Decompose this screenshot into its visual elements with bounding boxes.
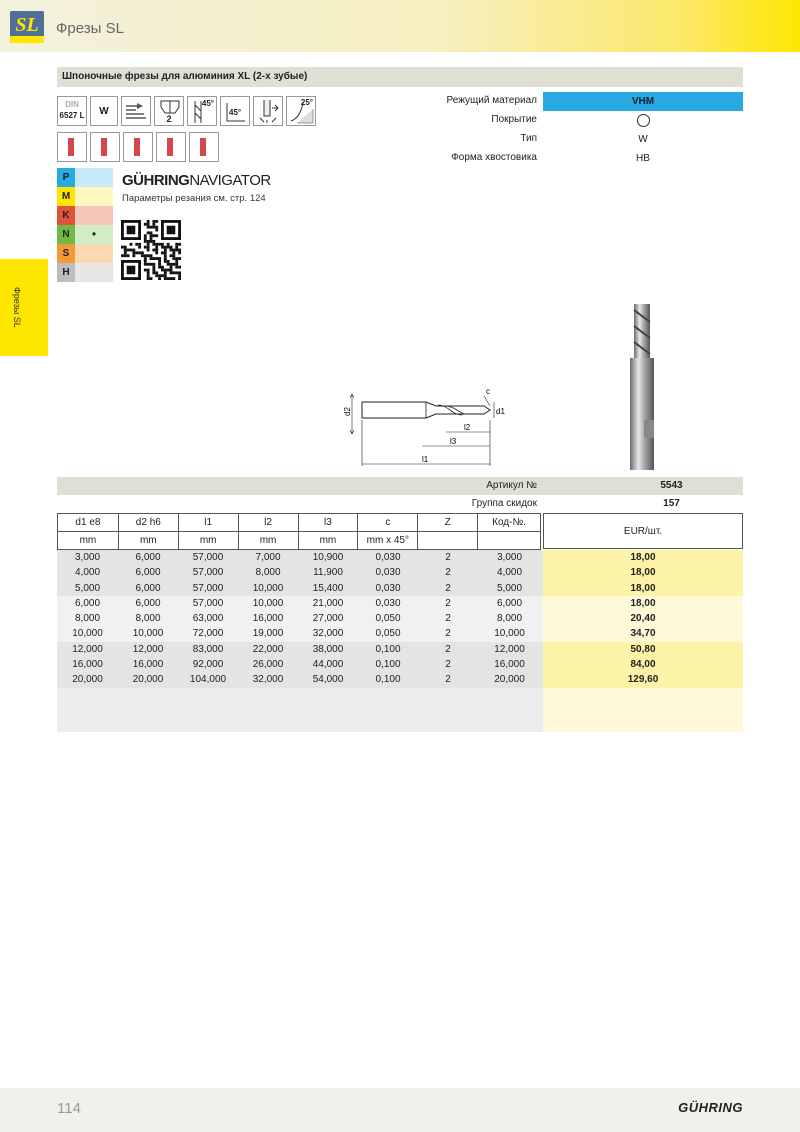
table-cell: 20,000 bbox=[72, 674, 103, 686]
ramping-icon bbox=[189, 132, 219, 162]
material-letter: M bbox=[57, 187, 75, 206]
material-letter: P bbox=[57, 168, 75, 187]
table-cell: 2 bbox=[445, 659, 451, 671]
table-cell: 2 bbox=[445, 582, 451, 594]
table-cell: 22,000 bbox=[252, 643, 284, 655]
type-value: W bbox=[638, 134, 648, 145]
svg-text:l3: l3 bbox=[450, 437, 457, 446]
table-cell: 10,900 bbox=[312, 552, 344, 563]
table-cell: 16,000 bbox=[252, 613, 284, 625]
table-cell: 38,000 bbox=[312, 643, 344, 655]
table-cell: 92,000 bbox=[192, 659, 224, 671]
discount-label: Группа скидок bbox=[471, 498, 537, 509]
price-cell: 18,00 bbox=[630, 552, 656, 563]
table-cell: 0,030 bbox=[375, 597, 401, 609]
material-letter: N bbox=[57, 225, 75, 244]
table-cell: 8,000 bbox=[496, 613, 523, 625]
cutting-material-value: VHM bbox=[543, 92, 743, 111]
table-cell: 57,000 bbox=[192, 597, 224, 609]
table-cell: 3,000 bbox=[496, 552, 523, 563]
table-cell: 12,000 bbox=[72, 643, 103, 655]
coolant-icon bbox=[253, 96, 283, 126]
table-cell: 4,000 bbox=[74, 567, 101, 579]
table-cell: 0,100 bbox=[375, 674, 401, 686]
svg-text:l1: l1 bbox=[422, 455, 429, 464]
table-cell: 5,000 bbox=[74, 582, 101, 594]
table-cell: 57,000 bbox=[192, 552, 224, 563]
coating-value bbox=[543, 111, 743, 130]
operation-icons-row2 bbox=[57, 132, 219, 164]
material-letter: S bbox=[57, 244, 75, 263]
table-cell: 16,000 bbox=[132, 659, 164, 671]
plunging-icon bbox=[123, 132, 153, 162]
table-cell: 10,000 bbox=[252, 582, 284, 594]
dimension-table-body bbox=[57, 550, 743, 732]
table-cell: 44,000 bbox=[312, 659, 344, 671]
table-cell: 6,000 bbox=[135, 582, 161, 594]
table-cell: 10,000 bbox=[252, 597, 284, 609]
section-title: Шпоночные фрезы для алюминия XL (2-х зубые) bbox=[62, 71, 308, 82]
discount-band bbox=[57, 495, 743, 513]
table-cell: 2 bbox=[445, 628, 451, 640]
table-row[interactable] bbox=[57, 672, 743, 687]
table-row[interactable] bbox=[57, 596, 743, 611]
table-cell: 0,030 bbox=[375, 582, 401, 594]
table-cell: 2 bbox=[445, 552, 451, 563]
table-cell: 21,000 bbox=[312, 597, 344, 609]
table-cell: 2 bbox=[445, 597, 451, 609]
navigator-text: Параметры резания см. стр. 124 bbox=[122, 193, 266, 204]
guhring-logo: GÜHRING bbox=[678, 1100, 743, 1115]
svg-text:d1: d1 bbox=[496, 407, 505, 416]
material-suitability bbox=[75, 187, 113, 206]
feature-icons-row1 bbox=[57, 96, 316, 128]
tool-drawing bbox=[338, 378, 508, 470]
section-bar bbox=[57, 67, 743, 87]
column-header: Z bbox=[418, 514, 478, 532]
property-label: Тип bbox=[520, 133, 537, 144]
table-cell: 5,000 bbox=[496, 582, 523, 594]
price-cell: 18,00 bbox=[630, 582, 656, 594]
column-header: d1 e8 bbox=[58, 514, 119, 532]
column-header: c bbox=[358, 514, 418, 532]
qr-code[interactable] bbox=[121, 220, 181, 280]
table-row[interactable] bbox=[57, 565, 743, 580]
table-cell: 10,000 bbox=[132, 628, 164, 640]
table-row[interactable] bbox=[57, 657, 743, 672]
material-suitability bbox=[75, 263, 113, 282]
side-tab bbox=[0, 259, 48, 356]
table-cell: 2 bbox=[445, 613, 451, 625]
column-unit: mm bbox=[238, 532, 298, 550]
table-row[interactable] bbox=[57, 626, 743, 641]
table-cell: 27,000 bbox=[312, 613, 344, 625]
units-row bbox=[58, 532, 541, 550]
material-group-s bbox=[57, 244, 113, 263]
price-cell: 34,70 bbox=[630, 628, 656, 640]
row-group bbox=[57, 550, 743, 596]
table-row[interactable] bbox=[57, 550, 743, 565]
column-unit: mm x 45° bbox=[358, 532, 418, 550]
table-cell: 57,000 bbox=[192, 582, 224, 594]
price-cell: 18,00 bbox=[630, 567, 656, 579]
price-header: EUR/шт. bbox=[543, 513, 743, 549]
cutting-direction-icon bbox=[121, 96, 151, 126]
article-number: 5543 bbox=[660, 480, 683, 491]
discount-group: 157 bbox=[663, 498, 680, 509]
table-cell: 20,000 bbox=[494, 674, 525, 686]
row-group bbox=[57, 642, 743, 688]
column-unit: mm bbox=[178, 532, 238, 550]
price-cell: 84,00 bbox=[630, 659, 656, 671]
material-letter: K bbox=[57, 206, 75, 225]
table-cell: 0,030 bbox=[375, 567, 401, 579]
table-row[interactable] bbox=[57, 611, 743, 626]
table-cell: 6,000 bbox=[135, 597, 161, 609]
page-number: 114 bbox=[57, 1100, 81, 1117]
table-cell: 12,000 bbox=[494, 643, 525, 655]
column-unit: mm bbox=[118, 532, 178, 550]
column-header: l3 bbox=[298, 514, 358, 532]
price-cell: 20,40 bbox=[630, 613, 656, 625]
table-cell: 0,050 bbox=[375, 628, 401, 640]
property-label: Покрытие bbox=[491, 114, 537, 125]
table-cell: 0,100 bbox=[375, 659, 401, 671]
material-groups bbox=[57, 168, 113, 282]
table-row[interactable] bbox=[57, 581, 743, 596]
table-cell: 8,000 bbox=[74, 613, 101, 625]
dimension-table-header bbox=[57, 513, 541, 550]
table-cell: 72,000 bbox=[192, 628, 224, 640]
page-header bbox=[0, 0, 800, 52]
column-header: d2 h6 bbox=[118, 514, 178, 532]
table-cell: 32,000 bbox=[312, 628, 344, 640]
table-cell: 6,000 bbox=[74, 597, 101, 609]
material-group-h bbox=[57, 263, 113, 282]
table-cell: 26,000 bbox=[252, 659, 284, 671]
chamfer-45-icon: 45° bbox=[220, 96, 250, 126]
helix-45-icon: 45° bbox=[187, 96, 217, 126]
material-group-m bbox=[57, 187, 113, 206]
shank-value: HB bbox=[636, 153, 650, 164]
empty-row-block bbox=[57, 688, 743, 732]
table-cell: 6,000 bbox=[135, 567, 161, 579]
table-cell: 20,000 bbox=[132, 674, 164, 686]
side-milling-icon bbox=[156, 132, 186, 162]
table-cell: 16,000 bbox=[494, 659, 525, 671]
table-cell: 7,000 bbox=[255, 552, 281, 563]
column-unit bbox=[418, 532, 478, 550]
table-cell: 54,000 bbox=[312, 674, 344, 686]
rake-25-icon: 25° bbox=[286, 96, 316, 126]
table-row[interactable] bbox=[57, 642, 743, 657]
table-cell: 0,100 bbox=[375, 643, 401, 655]
price-cell: 129,60 bbox=[627, 674, 659, 686]
material-suitability bbox=[75, 244, 113, 263]
sl-logo: SL bbox=[10, 11, 44, 43]
table-cell: 2 bbox=[445, 643, 451, 655]
table-cell: 83,000 bbox=[192, 643, 224, 655]
table-cell: 3,000 bbox=[74, 552, 101, 563]
table-cell: 0,030 bbox=[375, 552, 401, 563]
table-cell: 8,000 bbox=[135, 613, 161, 625]
table-cell: 104,000 bbox=[189, 674, 227, 686]
table-cell: 6,000 bbox=[135, 552, 161, 563]
column-header: l1 bbox=[178, 514, 238, 532]
din-icon: DIN 6527 L bbox=[57, 96, 87, 126]
table-cell: 15,400 bbox=[312, 582, 344, 594]
guhring-navigator-logo: GÜHRINGNAVIGATOR bbox=[122, 172, 271, 189]
column-unit: mm bbox=[58, 532, 119, 550]
property-row bbox=[400, 149, 743, 168]
column-header: l2 bbox=[238, 514, 298, 532]
row-group bbox=[57, 596, 743, 642]
property-row bbox=[400, 111, 743, 130]
slotting-icon bbox=[90, 132, 120, 162]
property-label: Форма хвостовика bbox=[451, 152, 537, 163]
article-band bbox=[57, 477, 743, 495]
material-suitability: • bbox=[75, 225, 113, 244]
material-suitability bbox=[75, 206, 113, 225]
table-cell: 4,000 bbox=[496, 567, 523, 579]
table-cell: 19,000 bbox=[252, 628, 284, 640]
table-cell: 2 bbox=[445, 674, 451, 686]
table-cell: 6,000 bbox=[496, 597, 523, 609]
material-group-k bbox=[57, 206, 113, 225]
material-group-n bbox=[57, 225, 113, 244]
column-unit bbox=[478, 532, 541, 550]
svg-text:l2: l2 bbox=[464, 423, 471, 432]
svg-text:d2: d2 bbox=[343, 407, 352, 416]
material-group-p bbox=[57, 168, 113, 187]
table-cell: 63,000 bbox=[192, 613, 224, 625]
column-header: Код-№. bbox=[478, 514, 541, 532]
table-cell: 10,000 bbox=[494, 628, 525, 640]
material-letter: H bbox=[57, 263, 75, 282]
column-unit: mm bbox=[298, 532, 358, 550]
flutes-icon: 2 bbox=[154, 96, 184, 126]
page-title: Фрезы SL bbox=[56, 20, 124, 37]
table-cell: 57,000 bbox=[192, 567, 224, 579]
uncoated-circle-icon bbox=[637, 114, 650, 127]
property-label: Режущий материал bbox=[446, 95, 537, 106]
table-cell: 10,000 bbox=[72, 628, 103, 640]
table-cell: 8,000 bbox=[255, 567, 281, 579]
table-cell: 12,000 bbox=[132, 643, 164, 655]
svg-text:c: c bbox=[486, 387, 490, 396]
page-footer bbox=[0, 1088, 800, 1132]
side-tab-label: Фрезы SL bbox=[12, 287, 22, 328]
table-cell: 2 bbox=[445, 567, 451, 579]
property-row bbox=[400, 92, 743, 111]
article-label: Артикул № bbox=[486, 480, 537, 491]
material-suitability bbox=[75, 168, 113, 187]
tool-photo bbox=[620, 300, 664, 472]
table-cell: 32,000 bbox=[252, 674, 284, 686]
tool-properties bbox=[400, 92, 743, 168]
table-cell: 0,050 bbox=[375, 613, 401, 625]
table-cell: 11,900 bbox=[313, 567, 343, 579]
table-cell: 16,000 bbox=[72, 659, 103, 671]
price-cell: 18,00 bbox=[630, 597, 656, 609]
property-row bbox=[400, 130, 743, 149]
header-row bbox=[58, 514, 541, 532]
tool-type-w-icon: W bbox=[90, 96, 118, 126]
drilling-icon bbox=[57, 132, 87, 162]
price-cell: 50,80 bbox=[630, 643, 656, 655]
